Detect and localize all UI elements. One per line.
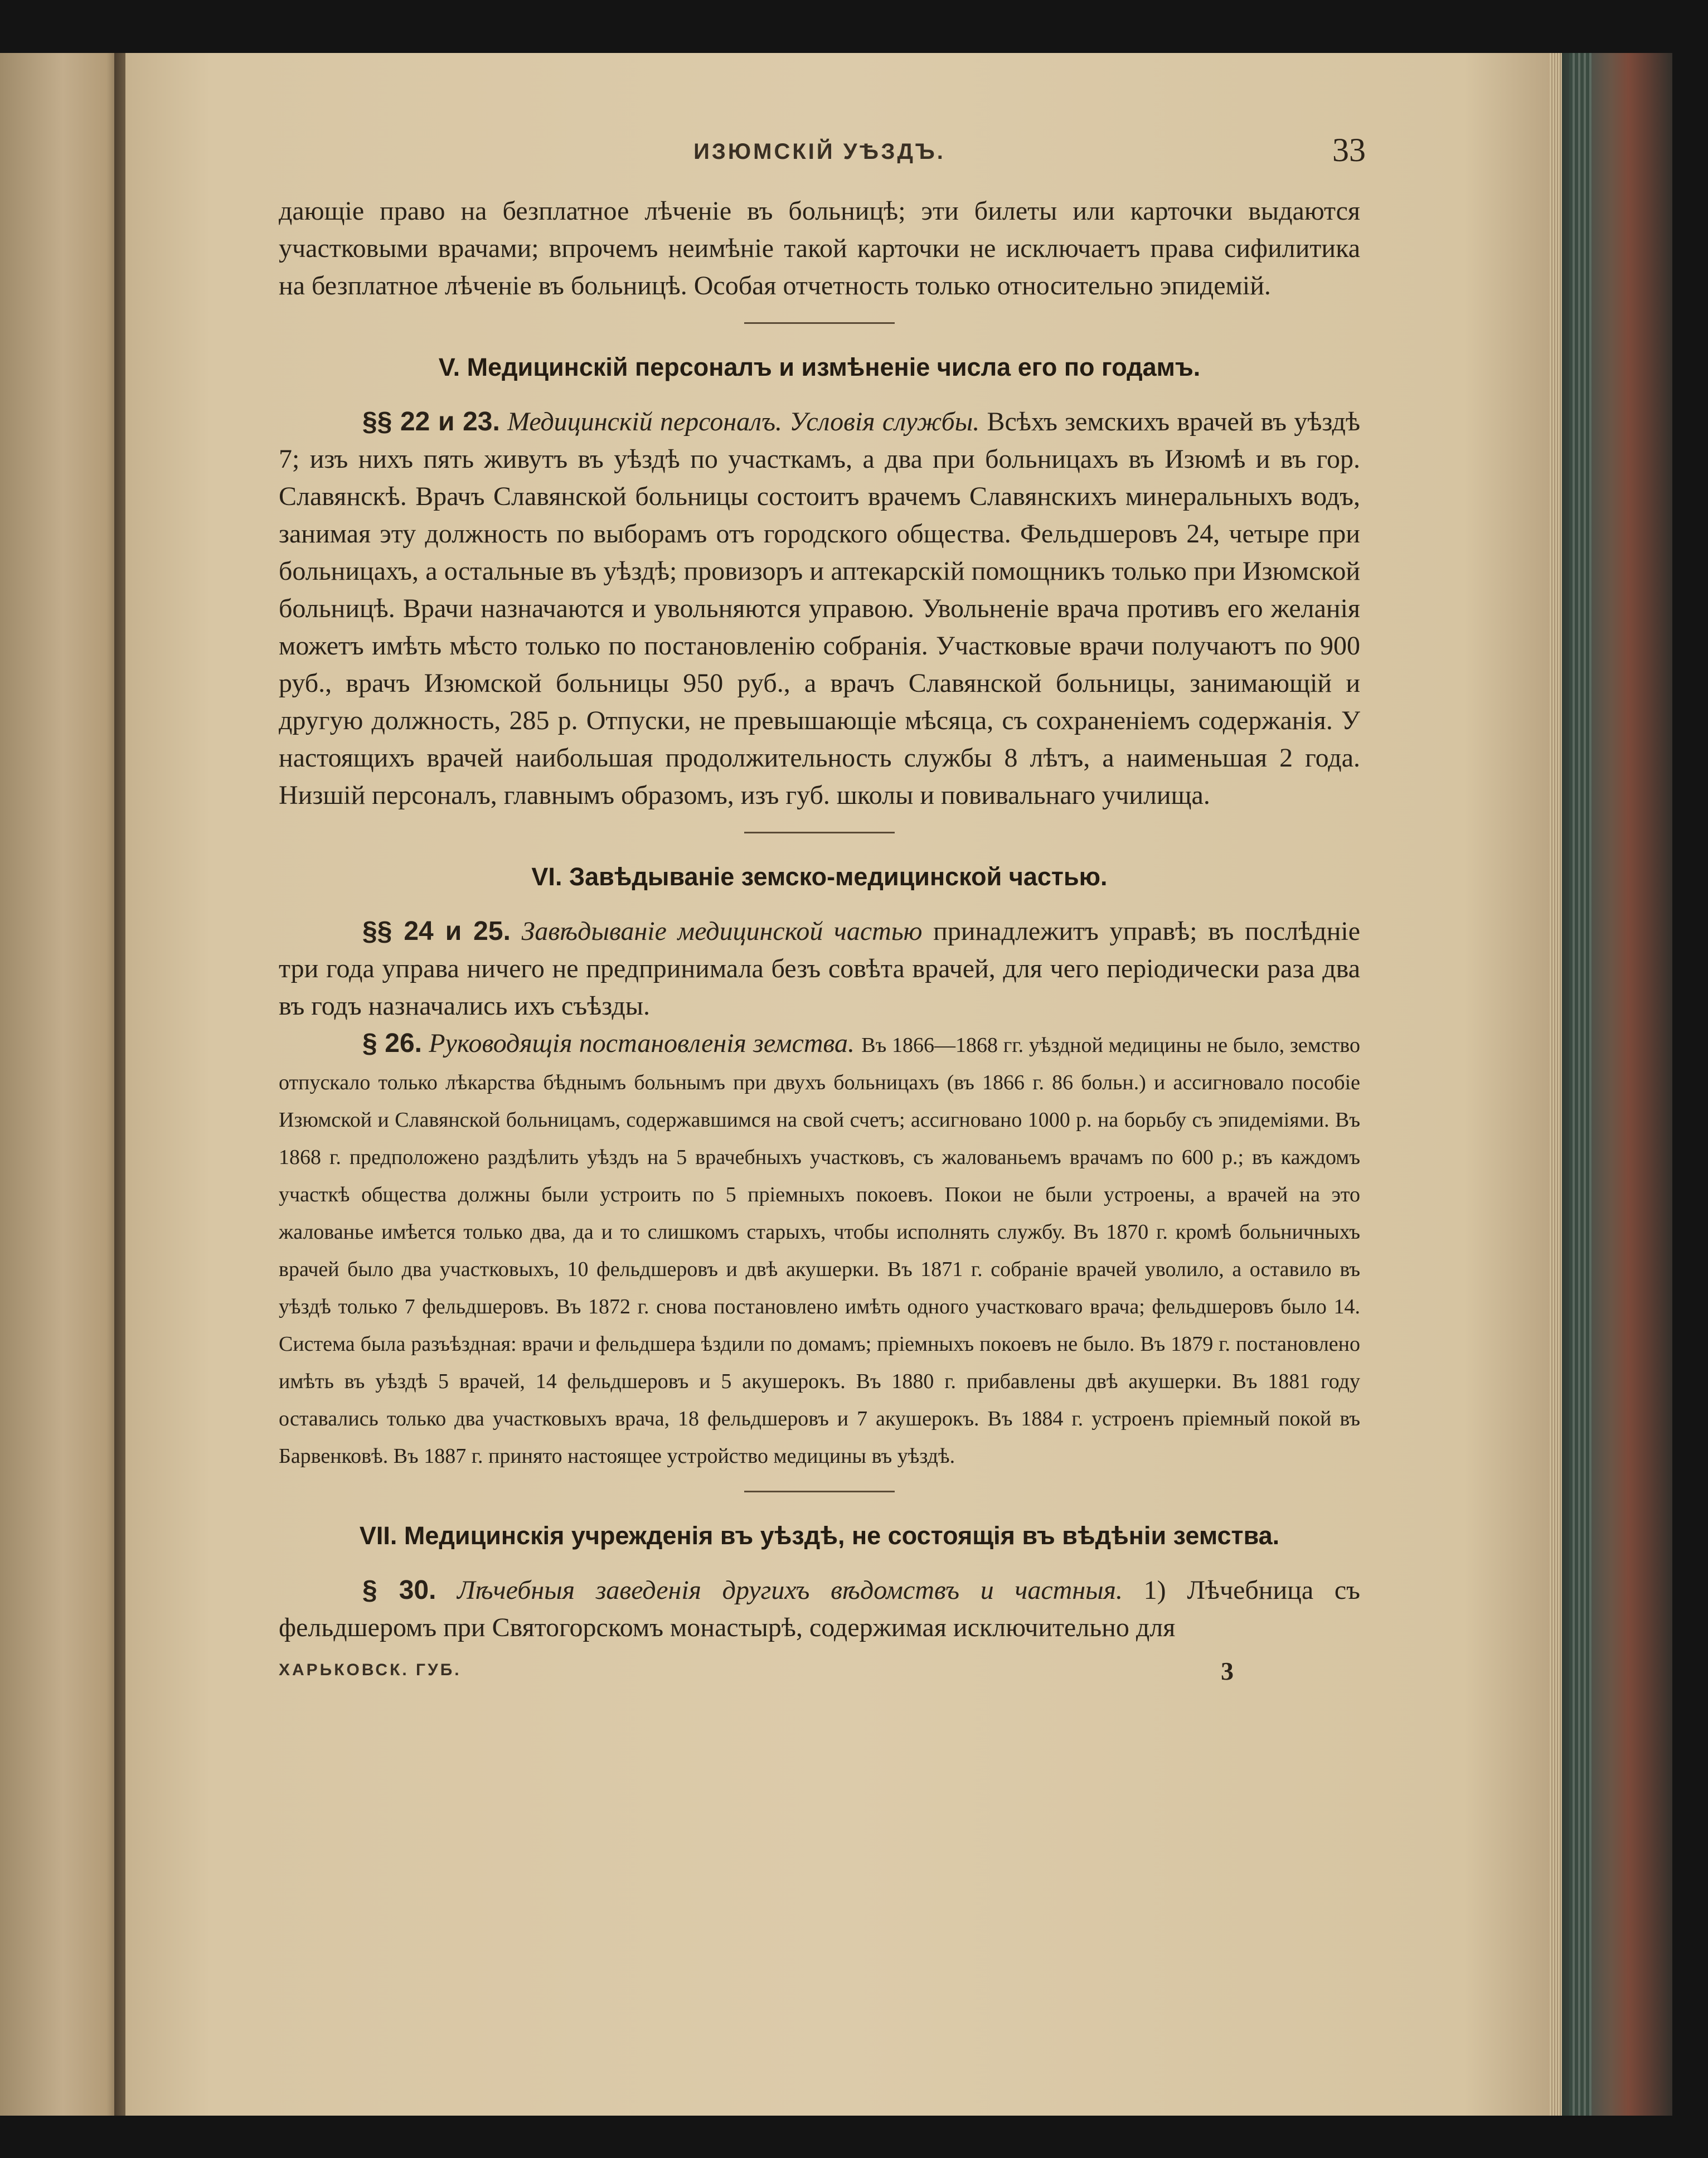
section-5-paragraph <box>279 403 1360 814</box>
signature-number: 3 <box>1221 1657 1234 1685</box>
section-5-heading: V. Медицинскій персоналъ и измѣненіе числа его по годамъ. <box>438 353 1201 381</box>
section-7-heading: VII. Медицинскія учрежденія въ уѣздѣ, не состоящія въ вѣдѣніи земства. <box>359 1521 1280 1550</box>
cover-spine-edge <box>1569 53 1591 2116</box>
paragraph-ref: §§ 22 и 23. <box>362 407 500 437</box>
paragraph-ref: §§ 24 и 25. <box>362 916 511 946</box>
paragraph-title: Руководящія постановленія земства. <box>429 1029 855 1058</box>
section-6-heading: VI. Завѣдываніе земско-медицинской частью. <box>531 862 1108 891</box>
section-6-paragraph-1 <box>279 913 1360 1025</box>
section-divider <box>744 1491 895 1492</box>
page-number: 33 <box>1332 132 1366 168</box>
intro-paragraph: дающіе право на безплатное лѣченіе въ больницѣ; эти билеты или карточки выдаются участковыми врачами; впрочемъ неимѣніе такой карточки не исключаетъ права сифилитика на безплатное лѣченіе въ больницѣ. Особая отчетность только относительно эпидемій. <box>279 196 1360 300</box>
paragraph-text: Въ 1866—1868 гг. уѣздной медицины не было, земство отпускало только лѣкарства бѣднымъ больнымъ при двухъ больницахъ (въ 1866 г. 86 больн.) и ассигновало пособіе Изюмской и Славянской больницамъ, содержавшимся на свой счетъ; ассигновано 1000 р. на борьбу съ эпидеміями. Въ 1868 г. предположено раздѣлить уѣздъ на 5 врачебныхъ участковъ, съ жалованьемъ врачамъ по 600 р.; въ каждомъ участкѣ общества должны были устроить по 5 пріемныхъ покоевъ. Покои не были устроены, а врачей на это жалованье имѣется только два, да и то слишкомъ старыхъ, чтобы исполнять службу. Въ 1870 г. кромѣ больничныхъ врачей было два участковыхъ, 10 фельдшеровъ и двѣ акушерки. Въ 1871 г. собраніе врачей уволило, а оставило въ уѣздѣ только 7 фельдшеровъ. Въ 1872 г. снова постановлено имѣть одного участковаго врача; фельдшеровъ было 14. Система была разъѣздная: врачи и фельдшера ѣздили по домамъ; пріемныхъ покоевъ не было. Въ 1879 г. постановлено имѣть въ уѣздѣ 5 врачей, 14 фельдшеровъ и 5 акушерокъ. Въ 1880 г. прибавлены двѣ акушерки. Въ 1881 году оставались только два участковыхъ врача, 18 фельдшеровъ и 7 акушерокъ. Въ 1884 г. устроенъ пріемный покой въ Барвенковѣ. Въ 1887 г. принято настоящее устройство медицины въ уѣздѣ. <box>279 1034 1360 1468</box>
page-edges <box>1550 53 1562 2116</box>
paragraph-title: Лѣчебныя заведенія другихъ вѣдомствъ и частныя. <box>457 1575 1123 1605</box>
page-footer <box>279 1657 1360 1700</box>
paragraph-text: Всѣхъ земскихъ врачей въ уѣздѣ 7; изъ нихъ пять живутъ въ уѣздѣ по участкамъ, а два при больницахъ въ Изюмѣ и въ гор. Славянскѣ. Врачъ Славянской больницы состоитъ врачемъ Славянскихъ минеральныхъ водъ, занимая эту должность по выборамъ отъ городского общества. Фельдшеровъ 24, четыре при больницахъ, а остальные въ уѣздѣ; провизоръ и аптекарскій помощникъ только при Изюмской больницѣ. Врачи назначаются и увольняются управою. Увольненіе врача противъ его желанія можетъ имѣть мѣсто только по постановленію собранія. Участковые врачи получаютъ по 900 руб., врачъ Изюмской больницы 950 руб., а врачъ Славянской больницы, занимающій и другую должность, 285 р. Отпуски, не превышающіе мѣсяца, съ сохраненіемъ содержанія. У настоящихъ врачей наибольшая продолжительность службы 8 лѣтъ, а наименьшая 2 года. Низшій персоналъ, главнымъ образомъ, изъ губ. школы и повивальнаго училища. <box>279 407 1361 810</box>
paragraph-ref: § 30. <box>362 1575 436 1605</box>
paragraph-text: принадлежитъ управѣ; въ послѣдніе три года управа ничего не предпринимала безъ совѣта врачей, для чего періодически раза два въ годъ назначались ихъ съѣзды. <box>279 916 1361 1021</box>
paragraph-title: Медицинскій персоналъ. Условія службы. <box>507 407 980 437</box>
running-head-title: ИЗЮМСКІЙ УѢЗДЪ. <box>693 139 945 164</box>
running-header <box>279 131 1366 192</box>
printer-signature: ХАРЬКОВСК. ГУБ. <box>279 1661 462 1679</box>
paragraph-title: Завѣдываніе медицинской частью <box>521 916 923 946</box>
page-content <box>279 131 1366 1700</box>
section-divider <box>744 322 895 324</box>
section-divider <box>744 832 895 833</box>
paragraph-ref: § 26. <box>362 1029 422 1058</box>
section-7-paragraph <box>279 1572 1360 1646</box>
book-scan <box>0 53 1672 2116</box>
section-6-paragraph-2 <box>279 1025 1360 1473</box>
previous-page-edge <box>0 53 125 2116</box>
paragraph-text: 1) Лѣчебница съ фельдшеромъ при Святогорскомъ монастырѣ, содержимая исключительно для <box>279 1575 1360 1642</box>
